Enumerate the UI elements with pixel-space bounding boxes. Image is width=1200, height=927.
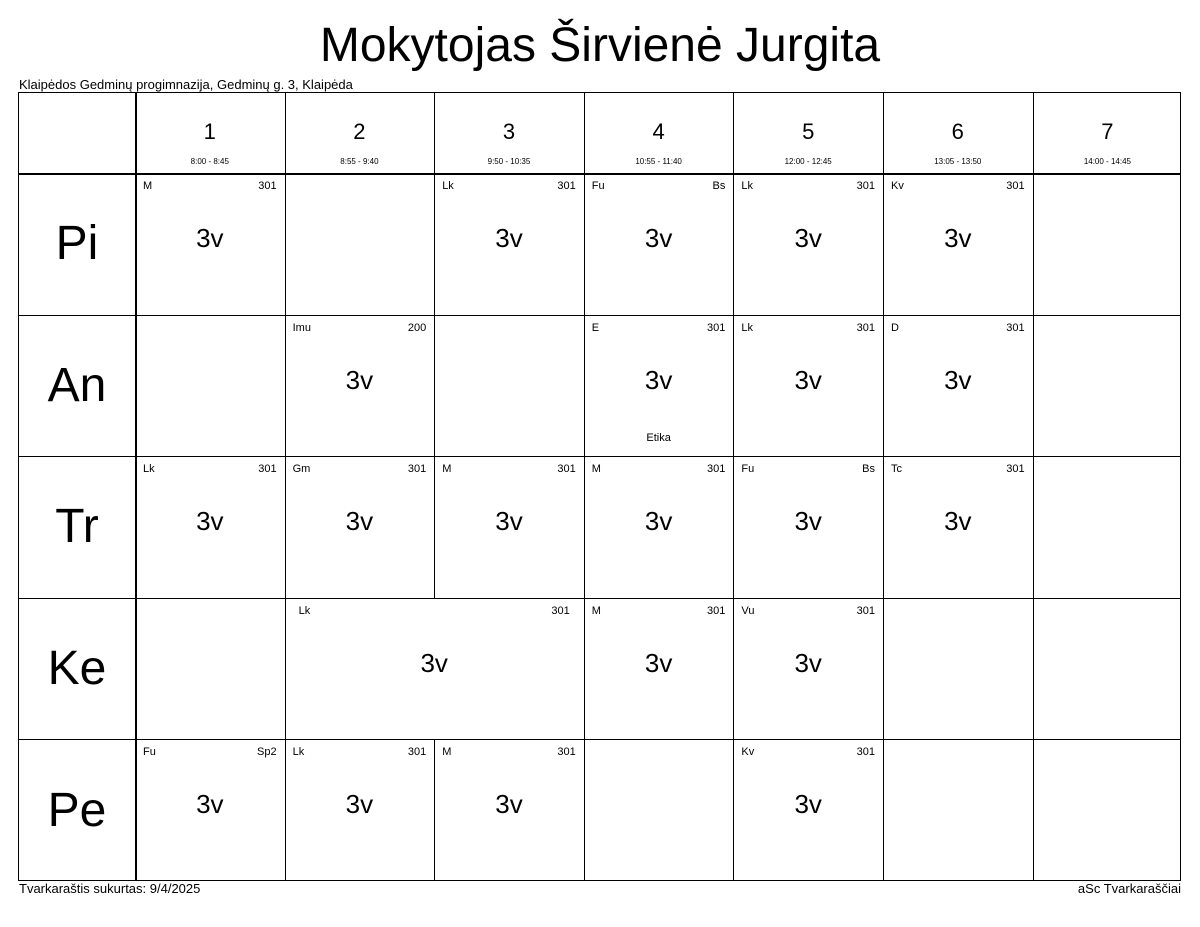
lesson-room: 301	[258, 180, 277, 192]
lesson-subject: Fu	[591, 180, 605, 192]
lesson-subject: Tc	[891, 463, 902, 476]
lesson-subject: Gm	[292, 463, 311, 476]
lesson-class: 3v	[794, 364, 822, 395]
period-number: 6	[951, 119, 964, 144]
lesson-subject: Lk	[143, 463, 155, 476]
lesson-class: 3v	[196, 789, 224, 820]
lesson-room: 301	[856, 321, 875, 334]
period-header-1	[135, 93, 285, 173]
period-number: 2	[353, 119, 366, 144]
column-divider	[883, 739, 884, 881]
column-divider	[1033, 93, 1034, 173]
period-number: 1	[203, 119, 216, 144]
period-header-7	[1033, 93, 1183, 173]
period-number: 4	[652, 119, 665, 144]
lesson-class: 3v	[495, 223, 523, 253]
column-divider	[584, 739, 585, 881]
lesson-class: 3v	[644, 647, 673, 678]
lesson-class: 3v	[345, 789, 374, 820]
period-header-4	[584, 93, 734, 173]
lesson-class: 3v	[345, 506, 374, 537]
lesson-room: 301	[557, 746, 576, 759]
period-time: 14:00 - 14:45	[1083, 157, 1131, 166]
lesson-room: 301	[1006, 180, 1025, 192]
lesson-cell[interactable]	[285, 598, 584, 740]
lesson-cell[interactable]	[285, 456, 435, 598]
lesson-room: 301	[856, 604, 875, 617]
day-label-2: Tr	[55, 500, 99, 554]
lesson-cell[interactable]	[135, 739, 285, 881]
lesson-subject: Kv	[891, 180, 904, 192]
lesson-note: Etika	[646, 431, 671, 444]
lesson-subject: Fu	[741, 463, 755, 476]
lesson-cell[interactable]	[883, 315, 1033, 457]
brand-label: aSc Tvarkaraščiai	[1077, 881, 1181, 896]
lesson-cell[interactable]	[135, 456, 285, 598]
lesson-cell[interactable]	[434, 173, 584, 315]
lesson-cell[interactable]	[434, 456, 584, 598]
lesson-room: 301	[707, 604, 726, 617]
lesson-room: 301	[707, 321, 726, 334]
lesson-room: 200	[407, 321, 427, 334]
lesson-cell[interactable]	[733, 456, 883, 598]
lesson-subject: Kv	[741, 746, 755, 759]
day-label-1: An	[47, 358, 107, 412]
period-header-3	[434, 93, 584, 173]
column-divider	[1033, 315, 1034, 457]
lesson-subject: M	[591, 604, 601, 617]
day-label-4: Pe	[47, 783, 107, 837]
day-label-3: Ke	[47, 642, 107, 696]
column-divider	[434, 93, 435, 173]
lesson-cell[interactable]	[135, 173, 285, 315]
column-divider	[285, 93, 286, 173]
lesson-class: 3v	[944, 364, 972, 395]
created-date: Tvarkaraštis sukurtas: 9/4/2025	[19, 881, 201, 896]
lesson-room: Bs	[712, 180, 726, 192]
period-header-5	[733, 93, 883, 173]
lesson-class: 3v	[644, 506, 673, 537]
lesson-cell[interactable]	[584, 456, 734, 598]
timetable-grid	[18, 92, 1181, 881]
lesson-subject: Fu	[143, 746, 156, 759]
lesson-class: 3v	[644, 364, 673, 395]
day-label-0: Pi	[55, 217, 99, 271]
lesson-cell[interactable]	[883, 456, 1033, 598]
lesson-class: 3v	[794, 506, 822, 537]
lesson-cell[interactable]	[584, 315, 734, 457]
lesson-subject: Lk	[741, 321, 754, 334]
lesson-class: 3v	[944, 223, 972, 253]
lesson-class: 3v	[196, 506, 224, 537]
lesson-subject: M	[442, 463, 452, 476]
lesson-subject: E	[591, 321, 600, 334]
lesson-room: Bs	[862, 463, 875, 476]
lesson-class: 3v	[420, 647, 448, 678]
lesson-subject: Imu	[292, 321, 311, 334]
lesson-room: 301	[1006, 321, 1025, 334]
lesson-class: 3v	[794, 789, 822, 820]
period-number: 3	[502, 119, 516, 144]
lesson-subject: Vu	[741, 604, 755, 617]
lesson-subject: D	[891, 321, 899, 334]
lesson-cell[interactable]	[434, 739, 584, 881]
lesson-cell[interactable]	[733, 598, 883, 740]
lesson-room: 301	[407, 746, 427, 759]
lesson-subject: M	[442, 746, 452, 759]
lesson-cell[interactable]	[733, 173, 883, 315]
lesson-room: 301	[1006, 463, 1025, 476]
lesson-class: 3v	[495, 789, 523, 820]
lesson-class: 3v	[794, 647, 822, 678]
lesson-subject: M	[591, 463, 601, 476]
column-divider	[285, 173, 286, 315]
period-time: 13:05 - 13:50	[934, 157, 982, 166]
lesson-room: 301	[856, 746, 875, 759]
lesson-cell[interactable]	[883, 173, 1033, 315]
lesson-room: 301	[551, 604, 570, 617]
lesson-cell[interactable]	[584, 598, 734, 740]
period-time: 9:50 - 10:35	[487, 157, 531, 166]
column-divider	[434, 315, 435, 457]
school-address: Klaipėdos Gedminų progimnazija, Gedminų g. 3, Klaipėda	[19, 77, 353, 92]
lesson-room: Sp2	[257, 746, 277, 759]
lesson-class: 3v	[495, 506, 523, 537]
column-divider	[1033, 456, 1034, 598]
lesson-room: 301	[407, 463, 427, 476]
lesson-subject: M	[143, 180, 153, 192]
lesson-class: 3v	[794, 223, 822, 253]
period-number: 5	[802, 119, 815, 144]
lesson-class: 3v	[644, 223, 673, 253]
lesson-cell[interactable]	[733, 739, 883, 881]
lesson-cell[interactable]	[285, 315, 435, 457]
period-header-2	[285, 93, 435, 173]
lesson-class: 3v	[944, 506, 972, 537]
period-time: 8:55 - 9:40	[340, 157, 379, 166]
column-divider	[883, 598, 884, 740]
period-time: 8:00 - 8:45	[190, 157, 229, 166]
column-divider	[584, 93, 585, 173]
period-time: 12:00 - 12:45	[784, 157, 832, 166]
column-divider	[1033, 598, 1034, 740]
column-divider	[733, 93, 734, 173]
lesson-class: 3v	[345, 364, 374, 395]
lesson-room: 301	[557, 180, 576, 192]
lesson-subject: Lk	[298, 604, 311, 617]
column-divider	[883, 93, 884, 173]
column-divider	[1033, 739, 1034, 881]
lesson-cell[interactable]	[584, 173, 734, 315]
lesson-room: 301	[557, 463, 576, 476]
period-number: 7	[1101, 119, 1114, 144]
period-header-6	[883, 93, 1033, 173]
lesson-subject: Lk	[741, 180, 754, 192]
column-divider	[1033, 173, 1034, 315]
page-title: Mokytojas Širvienė Jurgita	[319, 19, 881, 72]
lesson-cell[interactable]	[733, 315, 883, 457]
lesson-subject: Lk	[292, 746, 305, 759]
lesson-cell[interactable]	[285, 739, 435, 881]
grid-corner-cell	[19, 93, 135, 173]
lesson-subject: Lk	[442, 180, 454, 192]
lesson-room: 301	[856, 180, 875, 192]
period-time: 10:55 - 11:40	[635, 157, 682, 166]
lesson-room: 301	[258, 463, 277, 476]
lesson-class: 3v	[196, 223, 224, 253]
lesson-room: 301	[707, 463, 726, 476]
